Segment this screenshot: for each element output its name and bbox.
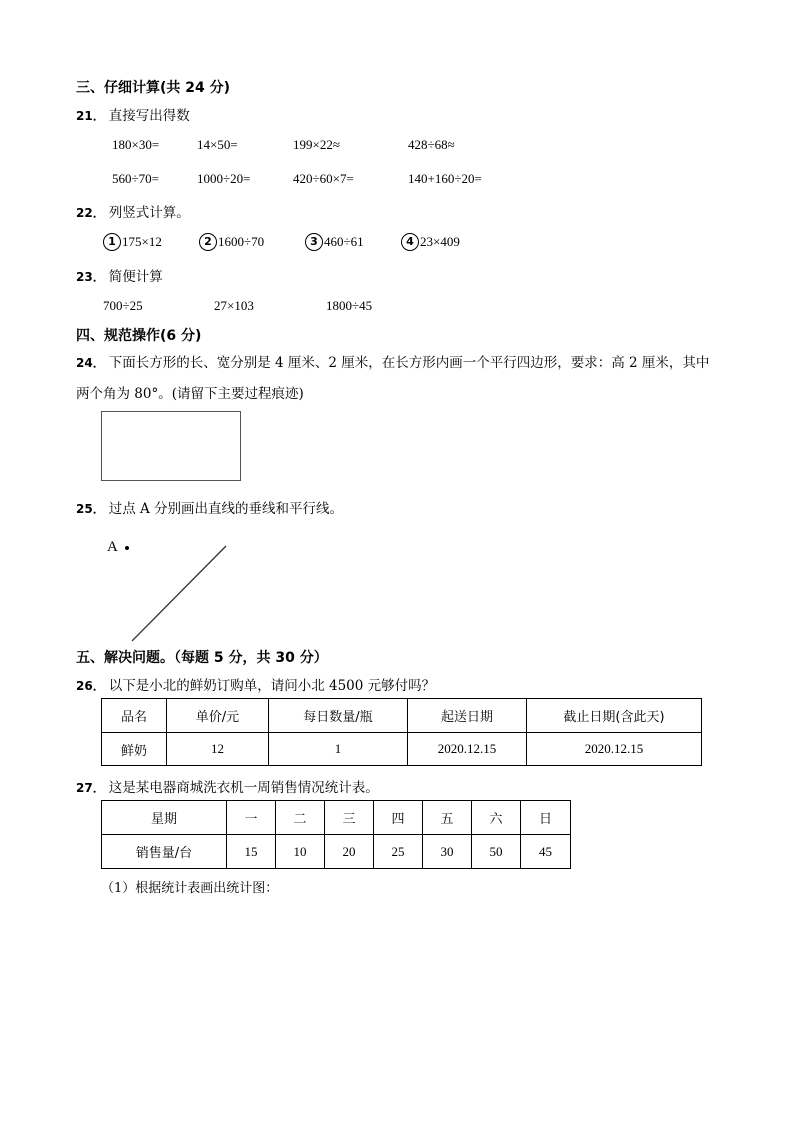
- table-header-cell: 六: [472, 801, 521, 835]
- question-text: 过点 A 分别画出直线的垂线和平行线。: [108, 501, 344, 517]
- question-25: [76, 497, 343, 517]
- question-21: [76, 104, 190, 124]
- expression: 140+160÷20=: [408, 171, 482, 186]
- question-24: [76, 351, 709, 371]
- expression: 199×22≈: [293, 137, 340, 152]
- table-cell: 鲜奶: [102, 733, 167, 766]
- vertical-calc-item: [199, 233, 264, 251]
- expression: 460÷61: [324, 234, 364, 249]
- question-23: [76, 265, 163, 285]
- vertical-calc-item: [103, 233, 162, 251]
- vertical-calc-item: [305, 233, 364, 251]
- table-header-row: [102, 699, 702, 733]
- question-number: 23．: [76, 270, 105, 284]
- table-cell: 12: [167, 733, 269, 766]
- question-text: 列竖式计算。: [108, 205, 190, 221]
- question-text: 直接写出得数: [108, 108, 190, 124]
- expression: 700÷25: [103, 298, 143, 313]
- table-header-row: [102, 801, 571, 835]
- table-cell: 30: [423, 835, 472, 869]
- table-row: [102, 835, 571, 869]
- section-4-title: 四、规范操作(6 分): [76, 328, 202, 344]
- table-header-cell: 起送日期: [408, 699, 527, 733]
- question-text: 这是某电器商城洗衣机一周销售情况统计表。: [108, 780, 379, 796]
- sales-table: [101, 800, 571, 869]
- table-cell: 45: [521, 835, 571, 869]
- question-26: [76, 674, 435, 694]
- question-number: 21．: [76, 109, 105, 123]
- question-text: 简便计算: [108, 269, 163, 285]
- expression: 1000÷20=: [197, 171, 251, 186]
- table-cell: 50: [472, 835, 521, 869]
- question-number: 24．: [76, 356, 105, 370]
- sub-question-1: （1）根据统计表画出统计图：: [101, 881, 279, 896]
- expression: 23×409: [420, 234, 460, 249]
- section-5-title: 五、解决问题。（每题 5 分，共 30 分）: [76, 650, 328, 666]
- straight-line-figure: [130, 544, 230, 644]
- rectangle-figure: [101, 411, 241, 481]
- expression: 420÷60×7=: [293, 171, 354, 186]
- vertical-calc-item: [401, 233, 460, 251]
- expression: 180×30=: [112, 137, 160, 152]
- table-cell: 15: [227, 835, 276, 869]
- table-cell: 25: [374, 835, 423, 869]
- expression: 27×103: [214, 298, 254, 313]
- expression: 1600÷70: [218, 234, 265, 249]
- question-text: 下面长方形的长、宽分别是 4 厘米、2 厘米，在长方形内画一个平行四边形，要求：高 2 厘米，其中: [108, 355, 710, 371]
- milk-order-table: [101, 698, 702, 766]
- table-cell: 2020.12.15: [527, 733, 702, 766]
- expression: 428÷68≈: [408, 137, 455, 152]
- table-cell: 20: [325, 835, 374, 869]
- circled-number: 4: [401, 233, 419, 251]
- question-number: 25．: [76, 502, 105, 516]
- table-row: [102, 733, 702, 766]
- expression: 1800÷45: [326, 298, 373, 313]
- table-header-cell: 四: [374, 801, 423, 835]
- circled-number: 2: [199, 233, 217, 251]
- point-a-dot: [125, 546, 129, 550]
- table-cell: 1: [269, 733, 408, 766]
- question-24-line2: 两个角为 80°。(请留下主要过程痕迹): [76, 386, 304, 402]
- question-number: 22．: [76, 206, 105, 220]
- question-text: 以下是小北的鲜奶订购单，请问小北 4500 元够付吗？: [108, 678, 436, 694]
- table-header-cell: 截止日期(含此天): [527, 699, 702, 733]
- table-header-cell: 二: [276, 801, 325, 835]
- table-header-cell: 三: [325, 801, 374, 835]
- question-number: 26．: [76, 679, 105, 693]
- table-header-cell: 日: [521, 801, 571, 835]
- question-number: 27．: [76, 781, 105, 795]
- table-header-cell: 一: [227, 801, 276, 835]
- table-header-cell: 单价/元: [167, 699, 269, 733]
- table-header-cell: 品名: [102, 699, 167, 733]
- table-header-cell: 星期: [102, 801, 227, 835]
- table-header-cell: 每日数量/瓶: [269, 699, 408, 733]
- point-a-label: A: [107, 539, 118, 555]
- table-cell: 10: [276, 835, 325, 869]
- expression: 14×50=: [197, 137, 238, 152]
- table-cell: 销售量/台: [102, 835, 227, 869]
- circled-number: 3: [305, 233, 323, 251]
- circled-number: 1: [103, 233, 121, 251]
- question-27: [76, 776, 379, 796]
- expression: 560÷70=: [112, 171, 159, 186]
- expression: 175×12: [122, 234, 162, 249]
- section-3-title: 三、仔细计算(共 24 分): [76, 80, 231, 96]
- question-22: [76, 201, 190, 221]
- table-cell: 2020.12.15: [408, 733, 527, 766]
- table-header-cell: 五: [423, 801, 472, 835]
